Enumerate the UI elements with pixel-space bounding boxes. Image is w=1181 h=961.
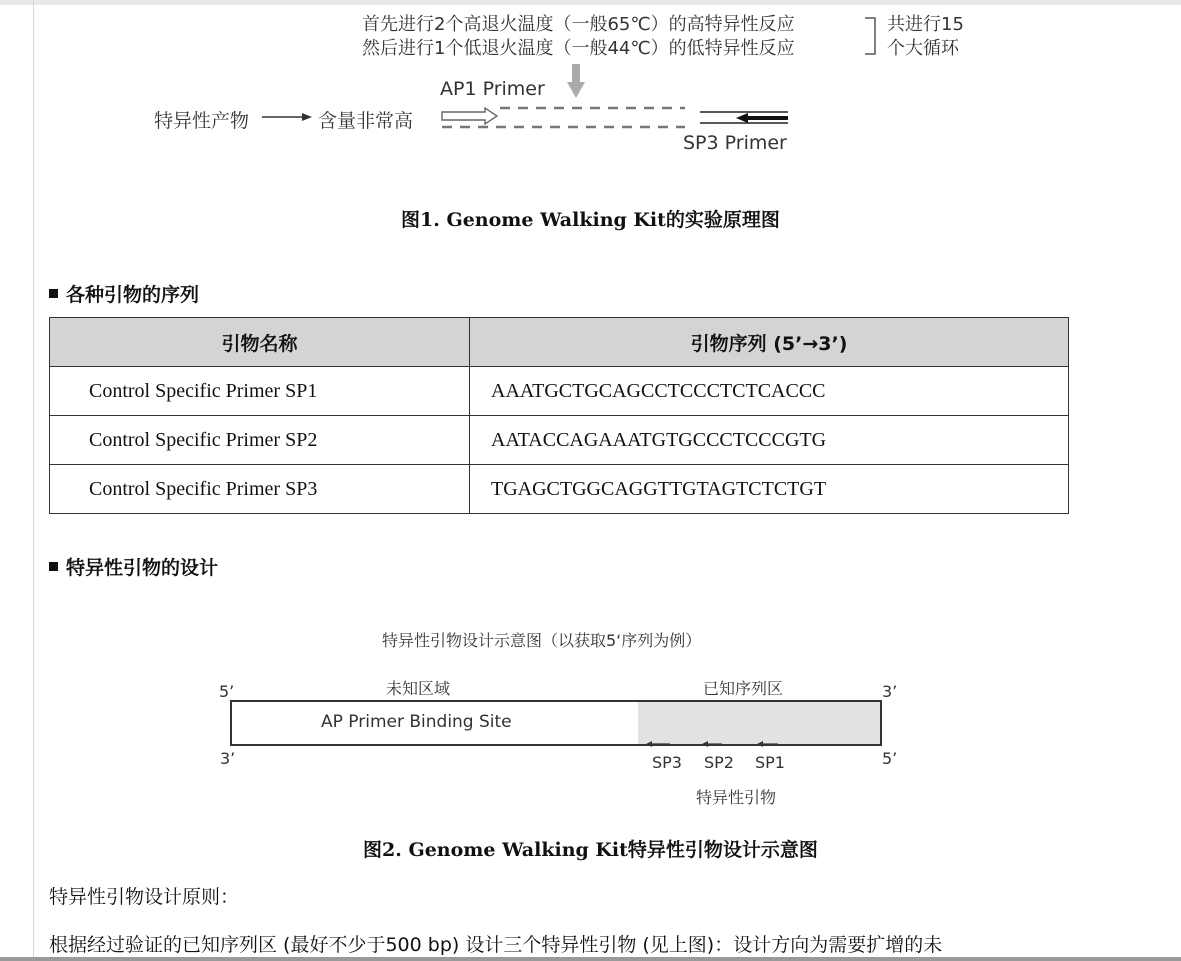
primer-name-cell: Control Specific Primer SP3 xyxy=(50,465,470,514)
primer-name-cell: Control Specific Primer SP2 xyxy=(50,416,470,465)
left-border xyxy=(33,0,34,961)
primer-sequence-cell: AAATGCTGCAGCCTCCCTCTCACCC xyxy=(470,367,1069,416)
figure-1-graphics xyxy=(140,6,990,176)
sp3-primer-label: SP3 Primer xyxy=(683,132,787,154)
primer-sequence-cell: AATACCAGAAATGTGCCCTCCCGTG xyxy=(470,416,1069,465)
design-principles-heading: 特异性引物设计原则： xyxy=(49,886,240,908)
figure-2-title: 特异性引物设计示意图（以获取5‘序列为例） xyxy=(382,631,702,650)
content-high-label: 含量非常高 xyxy=(318,110,414,132)
figure-1-note-line-1: 首先进行2个高退火温度（一般65℃）的高特异性反应 xyxy=(362,14,795,35)
table-row xyxy=(50,367,1069,416)
figure-1-caption: 图1. Genome Walking Kit的实验原理图 xyxy=(401,209,780,231)
design-principles-text: 根据经过验证的已知序列区 (最好不少于500 bp) 设计三个特异性引物 (见上图)：设计方向为需要扩增的未 xyxy=(49,934,943,956)
product-arrow-head xyxy=(302,113,312,121)
top-right-end-label: 3’ xyxy=(882,682,898,701)
primer-name-cell: Control Specific Primer SP1 xyxy=(50,367,470,416)
sp2-label: SP2 xyxy=(704,753,734,772)
binding-site-label: AP Primer Binding Site xyxy=(321,712,512,732)
figure-1-note-line-2: 然后进行1个低退火温度（一般44℃）的低特异性反应 xyxy=(362,38,795,59)
sp1-label: SP1 xyxy=(755,753,785,772)
ap1-primer-label: AP1 Primer xyxy=(440,78,545,100)
top-bar xyxy=(0,0,1181,5)
cycles-line-1: 共进行15 xyxy=(887,14,964,35)
cycles-line-2: 个大循环 xyxy=(887,38,959,59)
primer-sequence-cell: TGAGCTGGCAGGTTGTAGTCTCTGT xyxy=(470,465,1069,514)
known-region-label: 已知序列区 xyxy=(703,679,784,698)
header-primer-name: 引物名称 xyxy=(50,318,470,367)
sp3-arrow-head xyxy=(736,113,748,123)
header-primer-sequence: 引物序列 (5’→3’) xyxy=(470,318,1069,367)
table-row xyxy=(50,416,1069,465)
bottom-left-end-label: 3’ xyxy=(220,749,236,768)
figure-2-diagram xyxy=(200,622,920,817)
figure-1-diagram xyxy=(140,6,990,176)
sp3-label: SP3 xyxy=(652,753,682,772)
figure-2-graphics xyxy=(200,622,920,817)
section-heading-text: 特异性引物的设计 xyxy=(66,557,219,579)
cycle-bracket xyxy=(865,18,875,54)
figure-2-caption: 图2. Genome Walking Kit特异性引物设计示意图 xyxy=(363,839,818,861)
section-heading-primer-sequences xyxy=(49,280,199,307)
bullet-square-icon xyxy=(49,289,58,298)
section-heading-text: 各种引物的序列 xyxy=(66,284,200,306)
top-left-end-label: 5’ xyxy=(219,682,235,701)
bottom-right-end-label: 5’ xyxy=(882,749,898,768)
primer-table xyxy=(49,317,1069,514)
ap1-hollow-arrow xyxy=(442,108,497,124)
known-region-shading xyxy=(638,702,880,744)
bottom-scroll-edge xyxy=(0,957,1181,961)
specific-primers-label: 特异性引物 xyxy=(696,788,777,807)
table-header-row xyxy=(50,318,1069,367)
section-heading-specific-primer-design xyxy=(49,553,218,580)
unknown-region-label: 未知区域 xyxy=(386,679,451,698)
down-arrow-head xyxy=(567,82,585,98)
table-row xyxy=(50,465,1069,514)
bullet-square-icon xyxy=(49,562,58,571)
specific-product-label: 特异性产物 xyxy=(154,110,250,132)
down-arrow-shaft xyxy=(572,64,580,82)
